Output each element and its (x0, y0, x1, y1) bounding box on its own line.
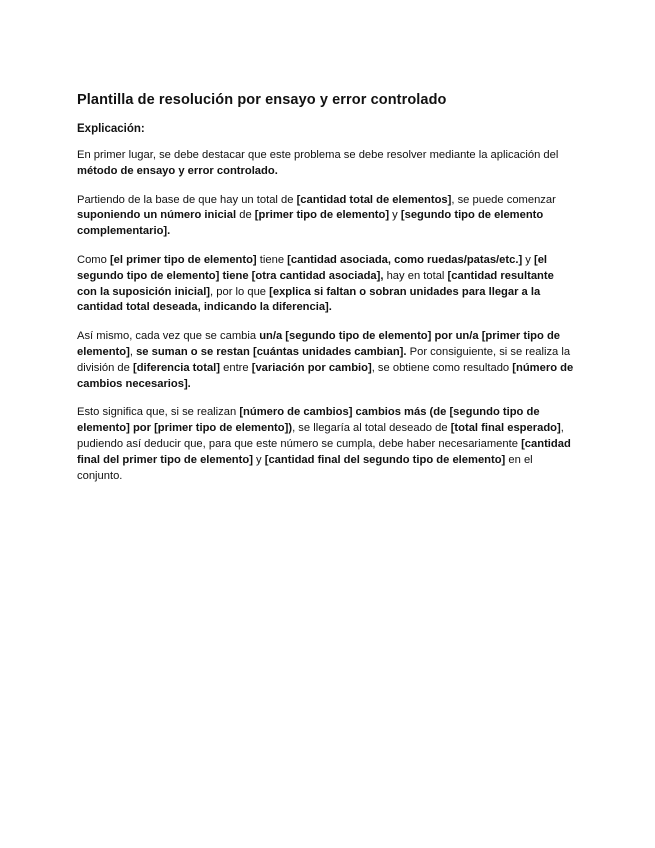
paragraph-4-bold: se suman o se restan [cuántas unidades cambian]. (136, 345, 407, 358)
paragraph-4-text: , se obtiene como resultado (371, 361, 513, 374)
paragraph-3-text: , por lo que (210, 285, 270, 298)
paragraph-1 (77, 148, 575, 180)
paragraph-1-text: En primer lugar, se debe destacar que este problema se debe resolver mediante la aplicación del (77, 149, 559, 161)
paragraph-2-text: Partiendo de la base de que hay un total de (77, 193, 297, 206)
paragraph-2-bold: [cantidad total de elementos] (296, 193, 452, 206)
paragraph-5-bold: [cantidad final del segundo tipo de elemento] (264, 453, 506, 466)
paragraph-3-text: y (522, 253, 534, 266)
paragraph-4-bold: [número de cambios necesarios]. (77, 361, 574, 390)
paragraph-3-bold: [el segundo tipo de elemento] tiene [otra cantidad asociada], (77, 253, 548, 282)
paragraph-3-text: hay en total (383, 269, 448, 282)
paragraph-4-text: entre (220, 361, 252, 374)
paragraph-5-text: , pudiendo así deducir que, para que este número se cumpla, debe haber necesariamente (77, 422, 564, 450)
paragraph-2-bold: [primer tipo de elemento] (254, 209, 390, 222)
paragraph-2-bold: suponiendo un número inicial (77, 209, 237, 222)
paragraph-5 (77, 405, 575, 484)
paragraph-3-text: tiene (256, 253, 288, 266)
paragraph-4-text: Por consiguiente, si se realiza la división de (77, 345, 571, 374)
paragraph-1-bold: método de ensayo y error controlado. (77, 164, 278, 177)
paragraph-2-text: y (389, 209, 401, 222)
paragraph-3-bold: [cantidad resultante con la suposición inicial] (77, 269, 554, 298)
paragraph-5-text: y (252, 453, 265, 466)
paragraph-4-bold: [diferencia total] (132, 361, 221, 374)
paragraph-4-text: Así mismo, cada vez que se cambia (77, 330, 260, 343)
explanation-heading: Explicación: (77, 123, 145, 135)
paragraph-4-text: , (129, 345, 137, 358)
paragraph-4 (77, 329, 575, 392)
paragraph-5-bold: [cantidad final del primer tipo de elemento] (77, 437, 571, 466)
paragraph-3-bold: [explica si faltan o sobran unidades para llegar a la cantidad total deseada, indicando la diferencia]. (77, 285, 541, 314)
paragraph-2-text: de (236, 209, 255, 222)
document-title: Plantilla de resolución por ensayo y error controlado (77, 92, 447, 108)
paragraph-5-bold: [número de cambios] cambios más (de [segundo tipo de elemento] por [primer tipo de elemento]) (77, 406, 540, 435)
paragraph-2 (77, 193, 575, 240)
paragraph-5-text: Esto significa que, si se realizan (77, 406, 240, 419)
paragraph-5-bold: [total final esperado] (450, 422, 561, 435)
paragraph-5-text: , se llegaría al total deseado de (292, 422, 451, 435)
paragraph-3-bold: [el primer tipo de elemento] (109, 253, 257, 266)
paragraph-2-text: , se puede comenzar (451, 193, 556, 206)
paragraph-4-bold: [variación por cambio] (251, 361, 372, 374)
paragraph-3 (77, 253, 575, 316)
paragraph-2-bold: [segundo tipo de elemento complementario]. (77, 209, 544, 238)
paragraph-5-text: en el conjunto. (77, 453, 533, 482)
paragraph-3-bold: [cantidad asociada, como ruedas/patas/etc.] (287, 253, 523, 266)
paragraph-3-text: Como (77, 253, 110, 266)
paragraph-4-bold: un/a [segundo tipo de elemento] por un/a [primer tipo de elemento] (77, 330, 561, 358)
